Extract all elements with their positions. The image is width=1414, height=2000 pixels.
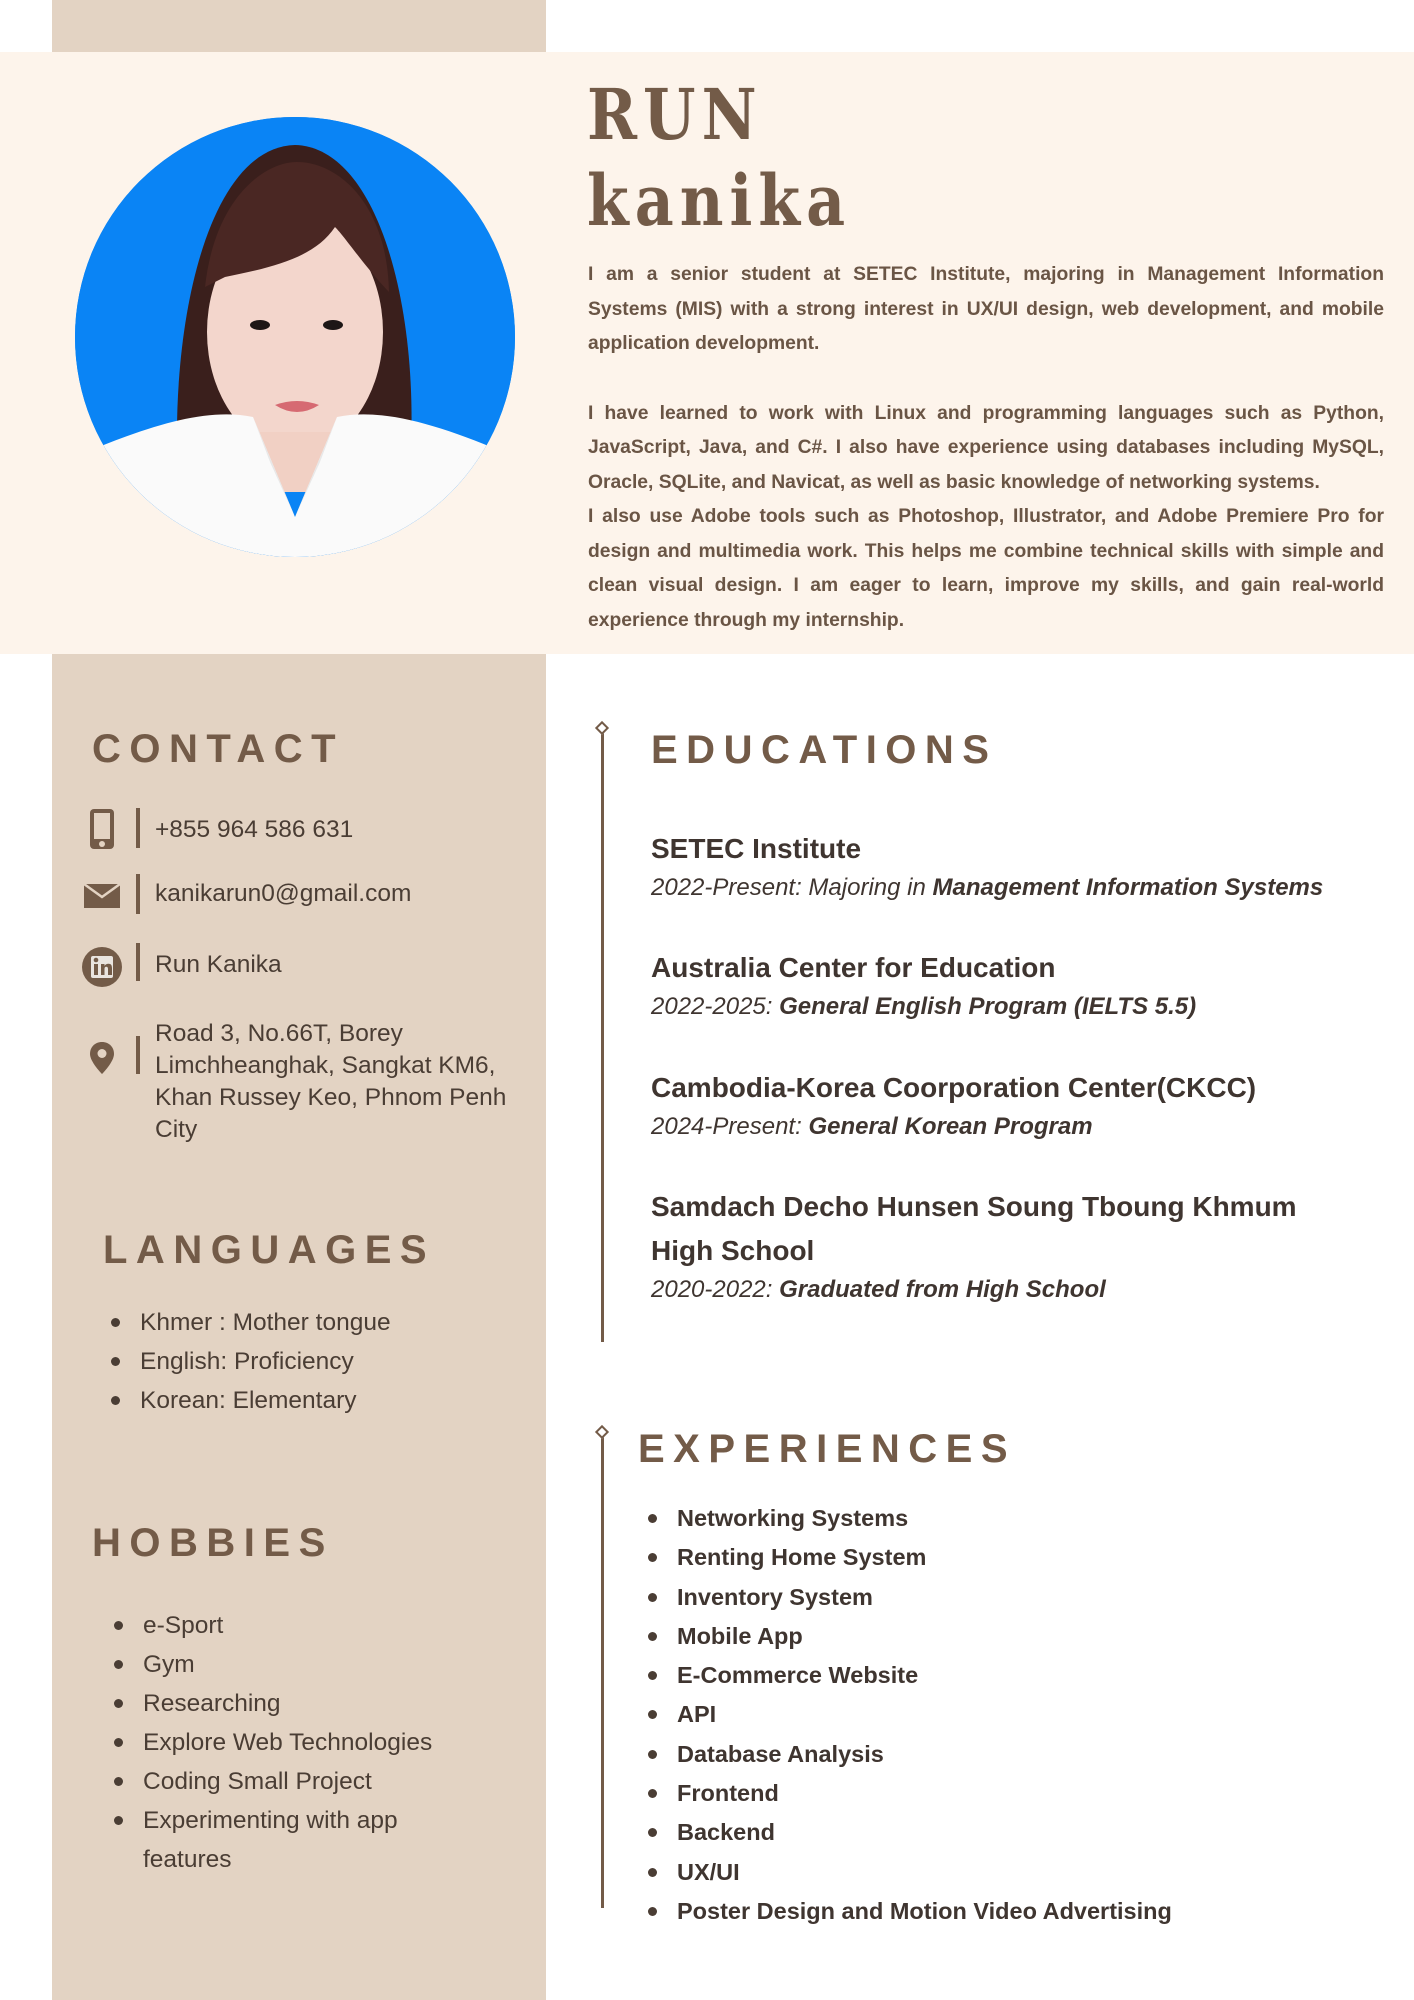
hobbies-heading: HOBBIES bbox=[92, 1521, 334, 1565]
separator bbox=[136, 874, 140, 914]
diamond-marker-icon bbox=[595, 1425, 609, 1439]
education-period: 2024-Present: bbox=[651, 1113, 809, 1140]
list-item: Mobile App bbox=[645, 1617, 1172, 1656]
list-item: UX/UI bbox=[645, 1853, 1172, 1892]
education-period: 2022-2025: bbox=[651, 993, 780, 1020]
mail-icon bbox=[80, 884, 124, 908]
about-paragraph: I also use Adobe tools such as Photoshop, Illustrator, and Adobe Premiere Pro for design and multimedia work. This helps me combine technical skills with simple and clean visual design. I am eager to learn, improve my skills, and gain real-world experience through my internship. bbox=[588, 506, 1384, 631]
location-pin-icon bbox=[80, 1042, 124, 1074]
institution-name: Samdach Decho Hunsen Soung Tboung Khmum High School bbox=[651, 1191, 1297, 1266]
list-item: Backend bbox=[645, 1813, 1172, 1852]
experiences-heading: EXPERIENCES bbox=[638, 1427, 1017, 1471]
education-program: General English Program (IELTS 5.5) bbox=[779, 993, 1197, 1020]
about-paragraph: I am a senior student at SETEC Institute, majoring in Management Information Systems (MIS) with a strong interest in UX/UI design, web development, and mobile application development. bbox=[588, 264, 1384, 354]
separator bbox=[136, 808, 140, 848]
education-entry bbox=[651, 1185, 1351, 1307]
list-item: Experimenting with app features bbox=[111, 1801, 471, 1879]
list-item: Explore Web Technologies bbox=[111, 1723, 471, 1762]
diamond-marker-icon bbox=[595, 721, 609, 735]
list-item: API bbox=[645, 1695, 1172, 1734]
about-paragraph: I have learned to work with Linux and programming languages such as Python, JavaScript, Java, and C#. I also have experience using databases including MySQL, Oracle, SQLite, and Navicat, as well as basic knowledge of networking systems. bbox=[588, 402, 1384, 493]
list-item: E-Commerce Website bbox=[645, 1656, 1172, 1695]
separator bbox=[136, 1036, 140, 1074]
list-item: Coding Small Project bbox=[111, 1762, 471, 1801]
linkedin-name[interactable]: Run Kanika bbox=[155, 951, 282, 978]
contact-linkedin bbox=[80, 943, 282, 988]
education-detail bbox=[651, 1110, 1391, 1144]
education-entry bbox=[651, 1066, 1391, 1144]
about-summary bbox=[588, 258, 1384, 638]
contact-phone bbox=[80, 808, 353, 850]
email-address[interactable]: kanikarun0@gmail.com bbox=[155, 880, 412, 907]
list-item: Renting Home System bbox=[645, 1538, 1172, 1577]
separator bbox=[136, 943, 140, 981]
education-timeline-line bbox=[601, 732, 604, 1342]
address: Road 3, No.66T, Borey Limchheanghak, Sangkat KM6, Khan Russey Keo, Phnom Penh City bbox=[155, 1020, 507, 1143]
full-name bbox=[587, 72, 851, 244]
languages-list bbox=[108, 1303, 391, 1420]
phone-number[interactable]: +855 964 586 631 bbox=[155, 816, 354, 843]
list-item: Frontend bbox=[645, 1774, 1172, 1813]
education-entry bbox=[651, 827, 1391, 905]
education-program: Graduated from High School bbox=[779, 1276, 1106, 1303]
languages-heading: LANGUAGES bbox=[103, 1228, 436, 1272]
list-item: Researching bbox=[111, 1684, 471, 1723]
hobbies-list bbox=[111, 1606, 471, 1879]
list-item: Korean: Elementary bbox=[108, 1381, 391, 1420]
phone-icon bbox=[80, 808, 124, 850]
contact-address bbox=[80, 1018, 525, 1146]
institution-name: Cambodia-Korea Coorporation Center(CKCC) bbox=[651, 1072, 1257, 1103]
list-item: Database Analysis bbox=[645, 1735, 1172, 1774]
education-program: Management Information Systems bbox=[932, 874, 1324, 901]
education-detail bbox=[651, 1273, 1351, 1307]
education-entry bbox=[651, 946, 1391, 1024]
profile-photo bbox=[75, 117, 515, 557]
list-item: Inventory System bbox=[645, 1578, 1172, 1617]
list-item: Networking Systems bbox=[645, 1499, 1172, 1538]
experience-timeline-line bbox=[601, 1432, 604, 1908]
list-item: Poster Design and Motion Video Advertising bbox=[645, 1892, 1172, 1931]
first-name: kanika bbox=[587, 159, 852, 242]
institution-name: SETEC Institute bbox=[651, 833, 862, 864]
contact-email bbox=[80, 874, 411, 914]
list-item: e-Sport bbox=[111, 1606, 471, 1645]
list-item: Khmer : Mother tongue bbox=[108, 1303, 391, 1342]
portrait-illustration bbox=[75, 117, 515, 557]
institution-name: Australia Center for Education bbox=[651, 952, 1056, 983]
education-detail bbox=[651, 990, 1391, 1024]
educations-heading: EDUCATIONS bbox=[651, 728, 998, 772]
contact-heading: CONTACT bbox=[92, 727, 345, 771]
education-period: 2022-Present: Majoring in bbox=[651, 874, 933, 901]
education-program: General Korean Program bbox=[808, 1113, 1093, 1140]
linkedin-icon bbox=[80, 946, 124, 988]
last-name: RUN bbox=[587, 73, 763, 156]
list-item: Gym bbox=[111, 1645, 471, 1684]
list-item: English: Proficiency bbox=[108, 1342, 391, 1381]
education-detail bbox=[651, 871, 1391, 905]
experiences-list bbox=[645, 1499, 1172, 1931]
education-period: 2020-2022: bbox=[651, 1276, 780, 1303]
